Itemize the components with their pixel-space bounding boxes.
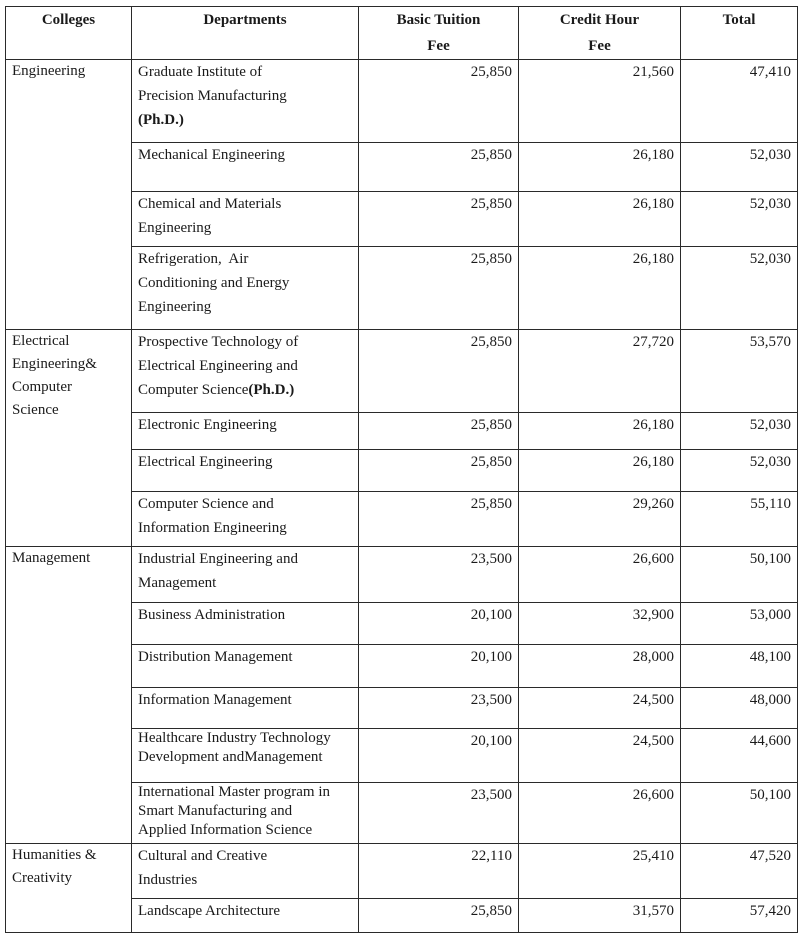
- department-line: Refrigeration, Air: [138, 251, 249, 267]
- header-basic-tuition-fee: [359, 7, 519, 60]
- college-management-label: Management: [12, 550, 91, 566]
- department-cell: [132, 688, 359, 729]
- header-basic-tuition-line2: Fee: [427, 38, 450, 54]
- department-cell: [132, 729, 359, 783]
- department-line: Engineering: [138, 220, 212, 236]
- department-degree: (Ph.D.): [138, 112, 184, 128]
- basic-tuition-fee: 25,850: [359, 143, 519, 192]
- header-departments: [132, 7, 359, 60]
- department-cell: [132, 413, 359, 450]
- department-cell: [132, 645, 359, 688]
- department-line: Business Administration: [138, 607, 286, 623]
- department-line: Computer Science and: [138, 496, 274, 512]
- total-fee: 53,570: [681, 330, 798, 413]
- basic-tuition-fee: 25,850: [359, 899, 519, 933]
- department-cell: [132, 192, 359, 247]
- total-fee: 55,110: [681, 492, 798, 547]
- total-fee: 50,100: [681, 547, 798, 603]
- department-cell: [132, 450, 359, 492]
- total-fee: 52,030: [681, 192, 798, 247]
- total-fee: 47,410: [681, 60, 798, 143]
- header-colleges: [6, 7, 132, 60]
- department-line: Electrical Engineering and: [138, 358, 298, 374]
- header-colleges-label: Colleges: [41, 12, 96, 28]
- department-line: Information Management: [138, 692, 292, 708]
- table-row: [6, 547, 798, 603]
- header-departments-label: Departments: [203, 12, 287, 28]
- credit-hour-fee: 25,410: [519, 844, 681, 899]
- credit-hour-fee: 27,720: [519, 330, 681, 413]
- total-fee: 44,600: [681, 729, 798, 783]
- department-line: Electrical Engineering: [138, 454, 273, 470]
- table-row: [6, 330, 798, 413]
- header-total-label: Total: [722, 12, 756, 28]
- department-line: Conditioning and Energy: [138, 275, 290, 291]
- college-humanities-label-line: Creativity: [12, 870, 72, 886]
- basic-tuition-fee: 20,100: [359, 729, 519, 783]
- credit-hour-fee: 26,180: [519, 247, 681, 330]
- credit-hour-fee: 24,500: [519, 729, 681, 783]
- college-humanities-label-line: Humanities &: [12, 847, 97, 863]
- credit-hour-fee: 29,260: [519, 492, 681, 547]
- credit-hour-fee: 26,180: [519, 192, 681, 247]
- department-line: Smart Manufacturing and: [138, 803, 293, 819]
- total-fee: 52,030: [681, 413, 798, 450]
- department-line: International Master program in: [138, 784, 331, 800]
- table-row: [6, 844, 798, 899]
- department-line: Computer Science: [138, 382, 249, 398]
- department-cell: [132, 603, 359, 645]
- department-cell: [132, 492, 359, 547]
- credit-hour-fee: 24,500: [519, 688, 681, 729]
- basic-tuition-fee: 25,850: [359, 192, 519, 247]
- basic-tuition-fee: 22,110: [359, 844, 519, 899]
- credit-hour-fee: 26,600: [519, 783, 681, 844]
- total-fee: 48,000: [681, 688, 798, 729]
- table-row: [6, 60, 798, 143]
- department-line: Industrial Engineering and: [138, 551, 298, 567]
- department-line: Graduate Institute of: [138, 64, 263, 80]
- total-fee: 52,030: [681, 247, 798, 330]
- basic-tuition-fee: 25,850: [359, 330, 519, 413]
- basic-tuition-fee: 20,100: [359, 603, 519, 645]
- header-basic-tuition-line1: Basic Tuition: [396, 12, 481, 28]
- total-fee: 48,100: [681, 645, 798, 688]
- total-fee: 53,000: [681, 603, 798, 645]
- total-fee: 52,030: [681, 143, 798, 192]
- header-credit-hour-fee: [519, 7, 681, 60]
- basic-tuition-fee: 25,850: [359, 60, 519, 143]
- department-cell: [132, 547, 359, 603]
- total-fee: 57,420: [681, 899, 798, 933]
- college-eecs-label-line: Science: [12, 402, 59, 418]
- department-line: Management: [138, 575, 217, 591]
- department-line: Electronic Engineering: [138, 417, 277, 433]
- department-line: Mechanical Engineering: [138, 147, 286, 163]
- department-degree: (Ph.D.): [248, 382, 295, 398]
- college-eecs-label-line: Computer: [12, 379, 72, 395]
- credit-hour-fee: 28,000: [519, 645, 681, 688]
- header-row: [6, 7, 798, 60]
- department-line: Distribution Management: [138, 649, 293, 665]
- credit-hour-fee: 31,570: [519, 899, 681, 933]
- department-cell: [132, 60, 359, 143]
- department-cell: [132, 143, 359, 192]
- department-line: Engineering: [138, 299, 212, 315]
- department-cell: [132, 899, 359, 933]
- department-line: Development andManagement: [138, 749, 323, 765]
- header-credit-hour-line1: Credit Hour: [559, 12, 640, 28]
- tuition-fee-table: [5, 6, 798, 933]
- college-eecs-label-line: Electrical: [12, 333, 70, 349]
- credit-hour-fee: 26,180: [519, 450, 681, 492]
- basic-tuition-fee: 25,850: [359, 413, 519, 450]
- total-fee: 50,100: [681, 783, 798, 844]
- department-line: Industries: [138, 872, 198, 888]
- department-cell: [132, 844, 359, 899]
- department-line: Cultural and Creative: [138, 848, 268, 864]
- credit-hour-fee: 26,180: [519, 413, 681, 450]
- department-cell: [132, 783, 359, 844]
- header-credit-hour-line2: Fee: [588, 38, 611, 54]
- college-electrical-engineering-computer-science: [6, 330, 132, 547]
- credit-hour-fee: 26,180: [519, 143, 681, 192]
- department-line: Chemical and Materials: [138, 196, 282, 212]
- basic-tuition-fee: 25,850: [359, 492, 519, 547]
- basic-tuition-fee: 23,500: [359, 547, 519, 603]
- department-line: Healthcare Industry Technology: [138, 730, 331, 746]
- total-fee: 52,030: [681, 450, 798, 492]
- college-management: [6, 547, 132, 844]
- department-line: Prospective Technology of: [138, 334, 299, 350]
- total-fee: 47,520: [681, 844, 798, 899]
- header-total: [681, 7, 798, 60]
- college-eecs-label-line: Engineering&: [12, 356, 97, 372]
- college-engineering: [6, 60, 132, 330]
- department-line: Landscape Architecture: [138, 903, 281, 919]
- basic-tuition-fee: 23,500: [359, 783, 519, 844]
- department-line: Applied Information Science: [138, 822, 313, 838]
- department-line: Information Engineering: [138, 520, 287, 536]
- college-humanities-creativity: [6, 844, 132, 933]
- credit-hour-fee: 26,600: [519, 547, 681, 603]
- basic-tuition-fee: 25,850: [359, 247, 519, 330]
- credit-hour-fee: 32,900: [519, 603, 681, 645]
- basic-tuition-fee: 23,500: [359, 688, 519, 729]
- basic-tuition-fee: 25,850: [359, 450, 519, 492]
- department-cell: [132, 330, 359, 413]
- department-cell: [132, 247, 359, 330]
- basic-tuition-fee: 20,100: [359, 645, 519, 688]
- credit-hour-fee: 21,560: [519, 60, 681, 143]
- college-engineering-label: Engineering: [12, 63, 86, 79]
- department-line: Precision Manufacturing: [138, 88, 287, 104]
